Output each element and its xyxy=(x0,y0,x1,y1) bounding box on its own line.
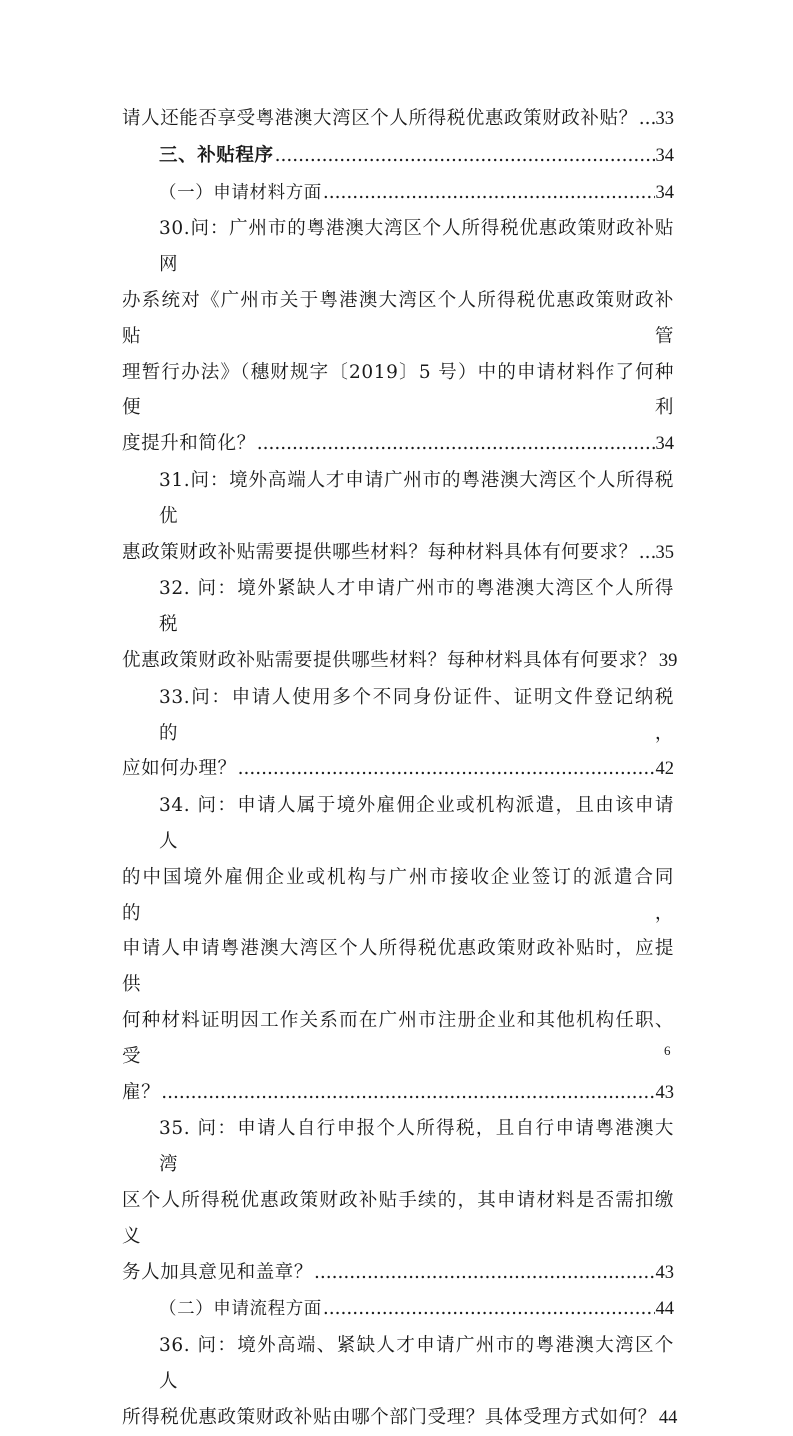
toc-entry-line: 申请人申请粤港澳大湾区个人所得税优惠政策财政补贴时，应提供 xyxy=(122,938,674,996)
toc-entry-line: 35. 问：申请人自行申报个人所得税，且自行申请粤港澳大湾 xyxy=(159,1118,674,1176)
toc-entry-title: 务人加具意见和盖章？ xyxy=(122,1261,314,1283)
toc-entry-title: 雇？ xyxy=(122,1081,161,1103)
toc-entry-last-line xyxy=(159,1291,674,1328)
toc-entry-line: 30.问：广州市的粤港澳大湾区个人所得税优惠政策财政补贴网 xyxy=(159,218,674,276)
toc-entry-line: 区个人所得税优惠政策财政补贴手续的，其申请材料是否需扣缴义 xyxy=(122,1189,674,1247)
toc-entry-title: （一）申请材料方面 xyxy=(159,182,322,203)
toc-page-number: 42 xyxy=(655,759,674,780)
toc-entry[interactable] xyxy=(122,788,674,1111)
toc-entry-line: 36. 问：境外高端、紧缺人才申请广州市的粤港澳大湾区个人 xyxy=(159,1335,674,1392)
dot-leader xyxy=(275,138,655,174)
toc-entry-last-line xyxy=(122,426,674,463)
toc-page-number: 33 xyxy=(655,109,674,129)
dot-leader xyxy=(323,175,655,211)
toc-entry-last-line xyxy=(122,1255,674,1292)
toc-entry[interactable] xyxy=(122,101,674,138)
toc-entry-line: 的中国境外雇佣企业或机构与广州市接收企业签订的派遣合同的， xyxy=(122,866,674,924)
toc-entry-title: 请人还能否享受粤港澳大湾区个人所得税优惠政策财政补贴？ xyxy=(122,108,638,129)
toc-entry[interactable] xyxy=(122,571,678,679)
toc-entry[interactable] xyxy=(122,463,674,571)
toc-entry-last-line xyxy=(122,1075,674,1112)
toc-entry-line: 33.问：申请人使用多个不同身份证件、证明文件登记纳税的， xyxy=(159,686,674,744)
page-number: 6 xyxy=(664,1043,671,1058)
toc-page-number: 43 xyxy=(655,1262,674,1283)
toc-entry-title: 度提升和简化？ xyxy=(122,433,256,455)
toc-page-number: 44 xyxy=(655,1299,674,1320)
toc-entry-title: 三、补贴程序 xyxy=(159,144,274,166)
toc-entry[interactable] xyxy=(122,1291,674,1328)
toc-entry-title: 所得税优惠政策财政补贴由哪个部门受理？具体受理方式如何？ xyxy=(122,1406,657,1428)
dot-leader xyxy=(323,1291,655,1327)
toc-entry[interactable] xyxy=(122,211,674,463)
toc-entry-last-line xyxy=(122,751,674,788)
dot-leader xyxy=(314,1255,654,1291)
toc-page-number: 34 xyxy=(655,145,674,166)
dot-leader xyxy=(639,535,655,571)
toc-entry[interactable] xyxy=(122,680,674,788)
toc-entry-last-line xyxy=(122,101,674,138)
toc-entry-title: 惠政策财政补贴需要提供哪些材料？每种材料具体有何要求？ xyxy=(122,541,638,563)
dot-leader xyxy=(257,426,655,462)
toc-entry-line: 34. 问：申请人属于境外雇佣企业或机构派遣，且由该申请人 xyxy=(159,795,674,852)
table-of-contents xyxy=(122,101,678,1436)
toc-entry-line: 32. 问：境外紧缺人才申请广州市的粤港澳大湾区个人所得税 xyxy=(159,578,674,636)
dot-leader xyxy=(161,1075,654,1111)
toc-page-number: 34 xyxy=(655,434,674,455)
toc-page-number: 44 xyxy=(658,1407,678,1428)
toc-page-number: 39 xyxy=(658,650,678,671)
toc-entry-last-line xyxy=(122,535,674,572)
toc-entry-title: 应如何办理？ xyxy=(122,758,237,780)
toc-entry-line: 何种材料证明因工作关系而在广州市注册企业和其他机构任职、受 xyxy=(122,1009,674,1067)
toc-entry-title: 优惠政策财政补贴需要提供哪些材料？每种材料具体有何要求？ xyxy=(122,649,657,671)
toc-entry-last-line xyxy=(122,1400,678,1436)
toc-entry-line: 理暂行办法》（穗财规字〔2019〕5 号）中的申请材料作了何种便利 xyxy=(122,361,674,419)
toc-entry-last-line xyxy=(122,643,678,680)
toc-entry[interactable] xyxy=(122,1328,678,1436)
toc-entry[interactable] xyxy=(122,138,674,175)
dot-leader xyxy=(238,751,655,787)
toc-entry-last-line xyxy=(159,175,674,212)
toc-page-number: 34 xyxy=(655,182,674,203)
toc-entry-title: （二）申请流程方面 xyxy=(159,1299,322,1320)
dot-leader xyxy=(639,101,655,137)
toc-entry-last-line xyxy=(159,138,674,175)
toc-entry[interactable] xyxy=(122,175,674,212)
toc-entry-line: 办系统对《广州市关于粤港澳大湾区个人所得税优惠政策财政补贴管 xyxy=(122,289,674,347)
toc-page-number: 35 xyxy=(655,542,674,563)
toc-page-number: 43 xyxy=(655,1082,674,1103)
toc-entry[interactable] xyxy=(122,1111,674,1291)
toc-entry-line: 31.问：境外高端人才申请广州市的粤港澳大湾区个人所得税优 xyxy=(159,469,674,527)
